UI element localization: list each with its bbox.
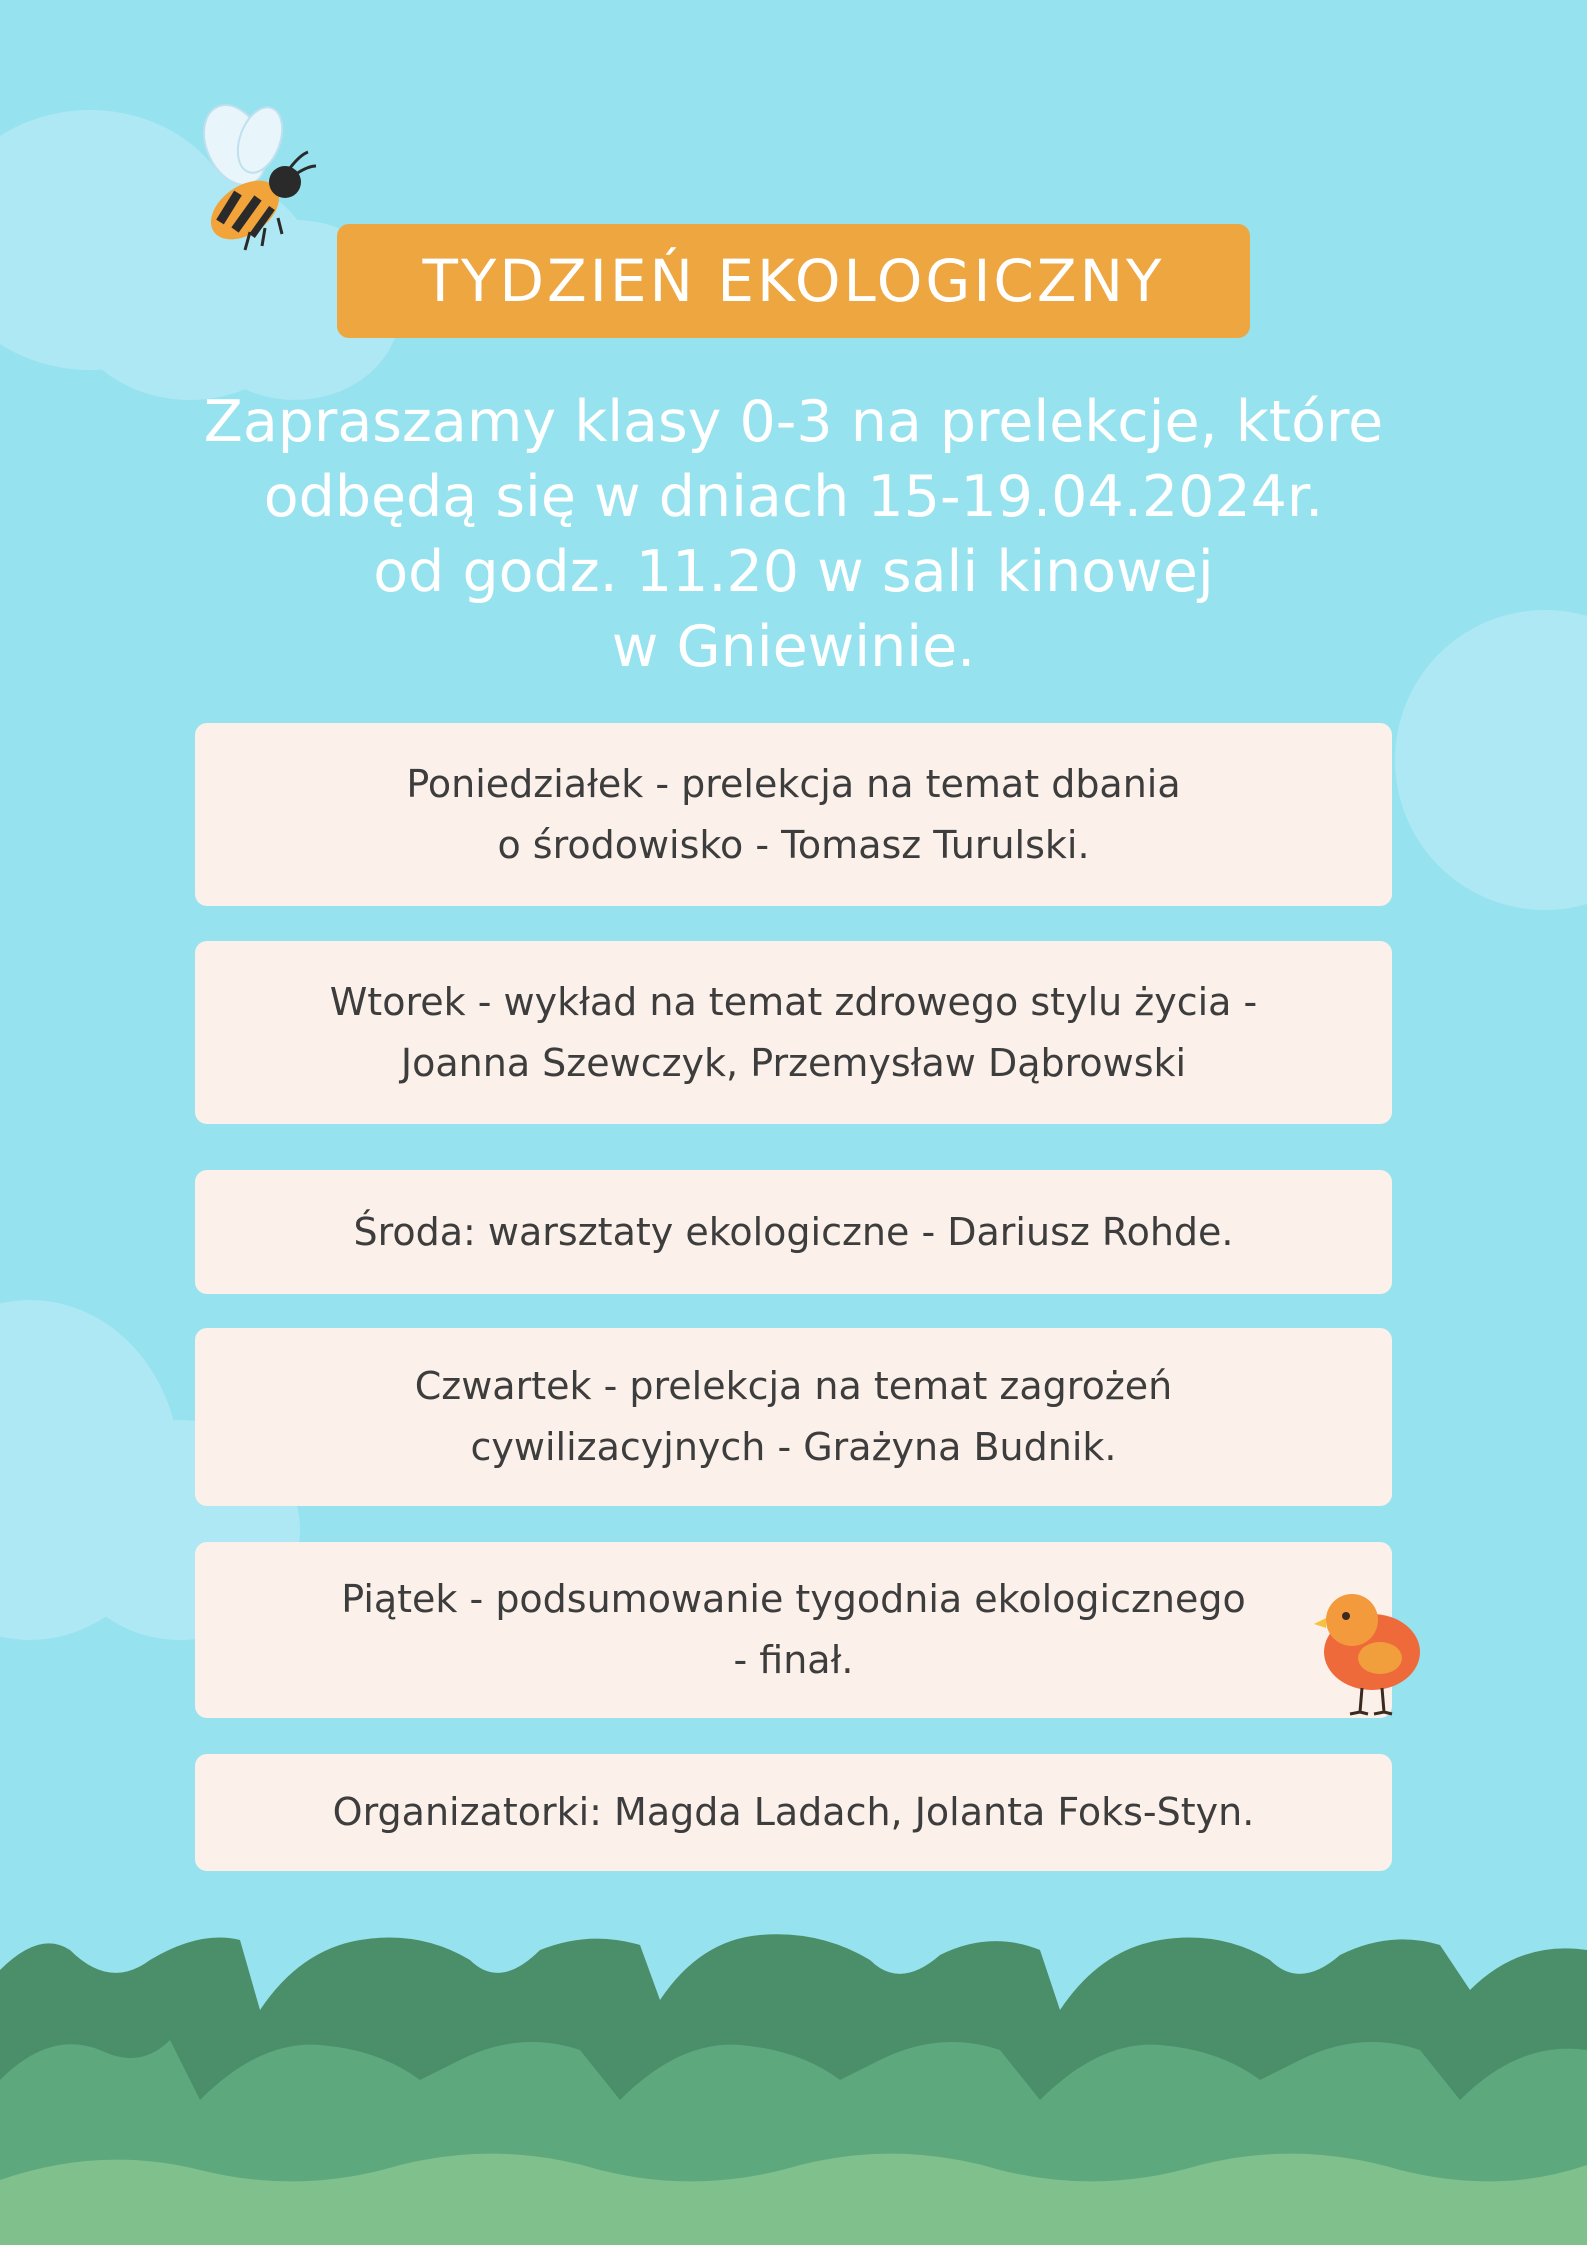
schedule-line: Czwartek - prelekcja na temat zagrożeń [414,1364,1173,1408]
intro-line: od godz. 11.20 w sali kinowej [373,539,1214,605]
schedule-card-wednesday [195,1170,1392,1294]
schedule-line: cywilizacyjnych - Grażyna Budnik. [470,1425,1117,1469]
intro-line: odbędą się w dniach 15-19.04.2024r. [263,464,1324,530]
schedule-line: Poniedziałek - prelekcja na temat dbania [406,761,1181,806]
title-banner [337,224,1250,338]
schedule-card-friday [195,1542,1392,1718]
schedule-card-tuesday [195,941,1392,1124]
schedule-card-thursday [195,1328,1392,1506]
page-title: TYDZIEŃ EKOLOGICZNY [422,247,1165,315]
schedule-line: Wtorek - wykład na temat zdrowego stylu życia - [329,979,1258,1024]
bird-illustration [1310,1580,1430,1720]
grass-border [0,1930,1587,2245]
schedule-line: Piątek - podsumowanie tygodnia ekologicznego [341,1577,1246,1621]
intro-line: w Gniewinie. [611,614,976,680]
schedule-line: o środowisko - Tomasz Turulski. [497,822,1090,867]
bee-illustration [190,100,330,270]
intro-line: Zapraszamy klasy 0-3 na prelekcje, które [203,389,1384,455]
schedule-line: - finał. [733,1638,854,1682]
schedule-line: Środa: warsztaty ekologiczne - Dariusz Rohde. [353,1209,1234,1254]
organizers-card [195,1754,1392,1871]
schedule-line: Joanna Szewczyk, Przemysław Dąbrowski [400,1040,1187,1085]
organizers-text: Organizatorki: Magda Ladach, Jolanta Foks-Styn. [332,1790,1255,1834]
schedule-card-monday [195,723,1392,906]
intro-text [150,385,1437,685]
